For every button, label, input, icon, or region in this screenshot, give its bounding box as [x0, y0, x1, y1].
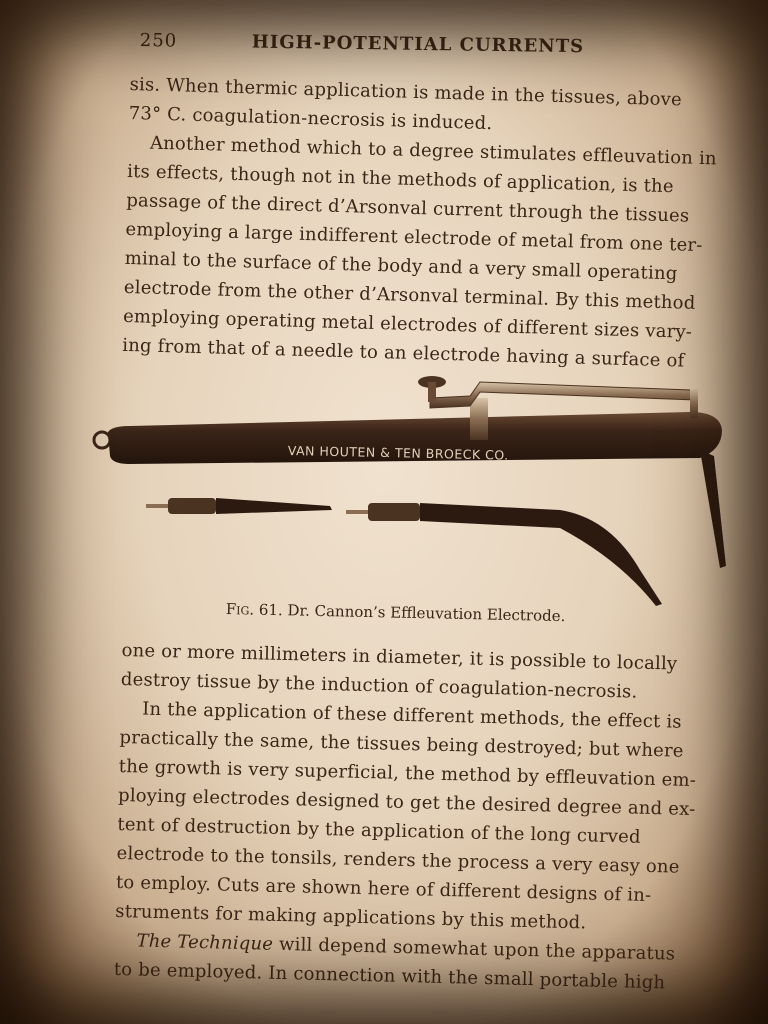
text-line: practically the same, the tissues being destroyed; but where [119, 726, 684, 762]
technique-text: will depend somewhat upon the apparatus [272, 933, 676, 965]
text-line: its effects, though not in the methods of application, is the [126, 160, 675, 198]
figure-caption-text: Dr. Cannon’s Effleuvation Electrode. [287, 601, 566, 626]
text-line: employing operating metal electrodes of different sizes vary- [122, 305, 693, 343]
text-line: the growth is very superficial, the method by effleuvation em- [118, 755, 697, 792]
text-line: ing from that of a needle to an electrode having a surface of [122, 334, 685, 372]
contact-pin [690, 388, 698, 418]
curved-grip [368, 503, 420, 521]
text-line: struments for making applications by this method. [115, 900, 587, 934]
top-paragraphs [122, 70, 718, 376]
figure-number: Fig. 61. [225, 600, 283, 620]
text-line: passage of the direct d’Arsonval current through the tissues [126, 189, 690, 227]
end-ring [94, 432, 110, 448]
text-line: minal to the surface of the body and a very small operating [124, 247, 678, 285]
text-line: electrode to the tonsils, renders the process a very easy one [116, 842, 680, 878]
text-line: tent of destruction by the application of the long curved [117, 813, 641, 848]
text-line: ploying electrodes designed to get the desired degree and ex- [117, 784, 696, 821]
text-line: In the application of these different methods, the effect is [141, 698, 683, 733]
text-line: employing a large indifferent electrode of metal from one ter- [125, 218, 703, 257]
page-number: 250 [139, 30, 178, 52]
needle-shank [146, 504, 170, 508]
electrode-tip [700, 450, 726, 568]
text-line: 73° C. coagulation-necrosis is induced. [128, 102, 493, 135]
text-line: to be employed. In connection with the small portable high [113, 958, 666, 994]
bottom-paragraphs [113, 636, 701, 998]
manufacturer-label: VAN HOUTEN & TEN BROECK CO. [287, 443, 509, 463]
text-line: Another method which to a degree stimulates effleuvation in [149, 132, 718, 170]
electrode-illustration [0, 360, 768, 610]
text-line: sis. When thermic application is made in the tissues, above [129, 73, 683, 111]
text-line: destroy tissue by the induction of coagulation-necrosis. [120, 668, 638, 703]
text-line: electrode from the other d’Arsonval terminal. By this method [123, 276, 696, 314]
text-line: one or more millimeters in diameter, it is possible to locally [121, 639, 678, 675]
thumb-screw-stem [428, 382, 436, 402]
technique-heading: The Technique [136, 930, 274, 955]
needle-grip [168, 498, 216, 514]
text-line: to employ. Cuts are shown here of different designs of in- [115, 871, 652, 907]
running-title: HIGH-POTENTIAL CURRENTS [251, 31, 585, 58]
electrode-drawing [0, 360, 768, 610]
lever-post [470, 398, 488, 440]
curved-electrode [420, 503, 662, 606]
page-header [139, 30, 610, 58]
needle-electrode [216, 498, 332, 514]
switch-lever [430, 382, 695, 408]
